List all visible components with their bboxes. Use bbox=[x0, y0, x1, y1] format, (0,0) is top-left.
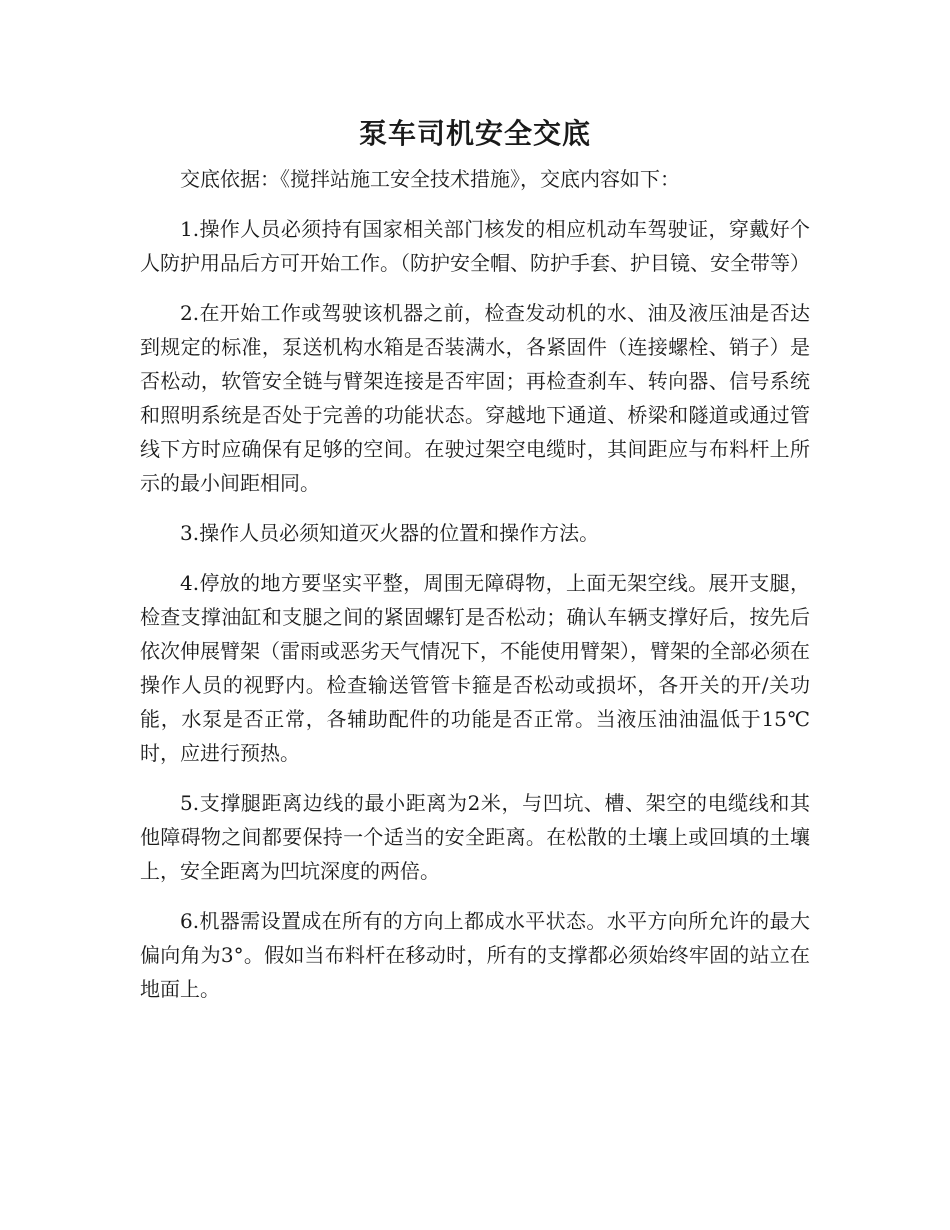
document-page bbox=[140, 106, 810, 1006]
paragraph-6: 6.机器需设置成在所有的方向上都成水平状态。水平方向所允许的最大偏向角为3°。假如当布料杆在移动时，所有的支撑都必须始终牢固的站立在地面上。 bbox=[140, 909, 810, 1001]
paragraph-1: 1.操作人员必须持有国家相关部门核发的相应机动车驾驶证，穿戴好个人防护用品后方可开始工作。（防护安全帽、防护手套、护目镜、安全带等） bbox=[140, 217, 810, 275]
intro-paragraph: 交底依据：《搅拌站施工安全技术措施》，交底内容如下： bbox=[180, 167, 680, 191]
document-title: 泵车司机安全交底 bbox=[358, 117, 591, 150]
paragraph-3: 3.操作人员必须知道灭火器的位置和操作方法。 bbox=[180, 521, 600, 545]
paragraph-2: 2.在开始工作或驾驶该机器之前，检查发动机的水、油及液压油是否达到规定的标准，泵送机构水箱是否装满水，各紧固件（连接螺栓、销子）是否松动，软管安全链与臂架连接是否牢固；再检查刹车、转向器、信号系统和照明系统是否处于完善的功能状态。穿越地下通道、桥梁和隧道或通过管线下方时应确保有足够的空间。在驶过架空电缆时，其间距应与布料杆上所示的最小间距相同。 bbox=[140, 301, 810, 495]
paragraph-5: 5.支撑腿距离边线的最小距离为2米，与凹坑、槽、架空的电缆线和其他障碍物之间都要保持一个适当的安全距离。在松散的土壤上或回填的土壤上，安全距离为凹坑深度的两倍。 bbox=[140, 791, 810, 883]
paragraph-4: 4.停放的地方要坚实平整，周围无障碍物，上面无架空线。展开支腿，检查支撑油缸和支腿之间的紧固螺钉是否松动；确认车辆支撑好后，按先后依次伸展臂架（雷雨或恶劣天气情况下，不能使用臂架），臂架的全部必须在操作人员的视野内。检查输送管管卡箍是否松动或损坏，各开关的开/关功能，水泵是否正常，各辅助配件的功能是否正常。当液压油油温低于15℃时，应进行预热。 bbox=[140, 571, 810, 765]
